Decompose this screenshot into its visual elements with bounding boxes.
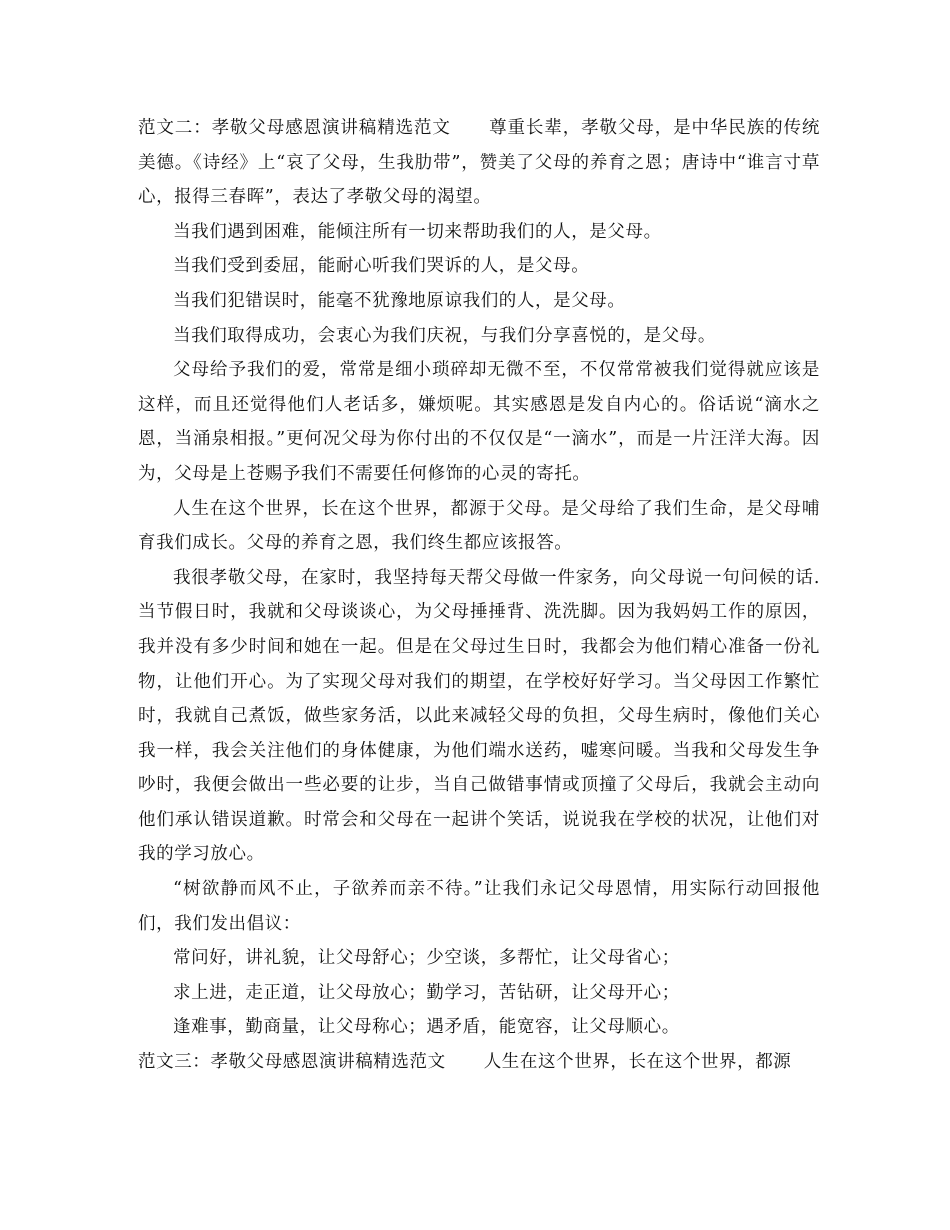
body-paragraph-3: 当我们犯错误时，能毫不犹豫地原谅我们的人，是父母。 [173, 290, 626, 311]
section-2-paragraph [138, 111, 820, 215]
section-3-heading: 范文三：孝敬父母感恩演讲稿精选范文 [138, 1052, 446, 1073]
body-paragraph-5: 父母给予我们的爱，常常是细小琐碎却无微不至，不仅常常被我们觉得就应该是这样，而且还觉得他们人老话多，嫌烦呢。其实感恩是发自内心的。俗话说“滴水之恩，当涌泉相报。”更何况父母为你付出的不仅仅是“一滴水”，而是一片汪洋大海。因为，父母是上苍赐予我们不需要任何修饰的心灵的寄托。 [138, 360, 820, 484]
body-paragraph-1: 当我们遇到困难，能倾注所有一切来帮助我们的人，是父母。 [173, 221, 662, 242]
body-paragraph-2: 当我们受到委屈，能耐心听我们哭诉的人，是父母。 [173, 256, 590, 277]
section-3-paragraph [138, 1045, 820, 1080]
document-body [138, 111, 820, 1080]
body-paragraph-8: “树欲静而风不止，子欲养而亲不待。”让我们永记父母恩情，用实际行动回报他们，我们发出倡议： [138, 879, 820, 934]
section-2-heading: 范文二：孝敬父母感恩演讲稿精选范文 [138, 118, 451, 138]
proposal-line-1: 常问好，讲礼貌，让父母舒心；少空谈，多帮忙，让父母省心； [173, 948, 680, 969]
body-paragraph-6: 人生在这个世界，长在这个世界，都源于父母。是父母给了我们生命，是父母哺育我们成长。父母的养育之恩，我们终生都应该报答。 [138, 498, 820, 554]
body-paragraph-7: 我很孝敬父母，在家时，我坚持每天帮父母做一件家务，向父母说一句问候的话. 当节假日时，我就和父母谈谈心，为父母捶捶背、洗洗脚。因为我妈妈工作的原因，我并没有多少时间和她在一起。但是在父母过生日时，我都会为他们精心准备一份礼物，让他们开心。为了实现父母对我们的期望，在学校好好学习。当父母因工作繁忙时，我就自己煮饭，做些家务活，以此来减轻父母的负担，父母生病时，像他们关心我一样，我会关注他们的身体健康，为他们端水送药，嘘寒问暖。当我和父母发生争吵时，我便会做出一些必要的让步，当自己做错事情或顶撞了父母后，我就会主动向他们承认错误道歉。时常会和父母在一起讲个笑话，说说我在学校的状况，让他们对我的学习放心。 [138, 567, 820, 865]
proposal-line-3: 逢难事，勤商量，让父母称心；遇矛盾，能宽容，让父母顺心。 [173, 1017, 680, 1038]
body-paragraph-4: 当我们取得成功，会衷心为我们庆祝，与我们分享喜悦的，是父母。 [173, 325, 716, 346]
proposal-line-2: 求上进，走正道，让父母放心；勤学习，苦钻研，让父母开心； [173, 982, 680, 1003]
section-3-lead-text: 人生在这个世界，长在这个世界，都源 [483, 1052, 792, 1073]
section-2-lead-text: 尊重长辈，孝敬父母，是中华民族的传统美德。《诗经》上“哀了父母，生我肋带”，赞美了父母的养育之恩；唐诗中“谁言寸草心，报得三春晖”，表达了孝敬父母的渴望。 [138, 118, 820, 208]
